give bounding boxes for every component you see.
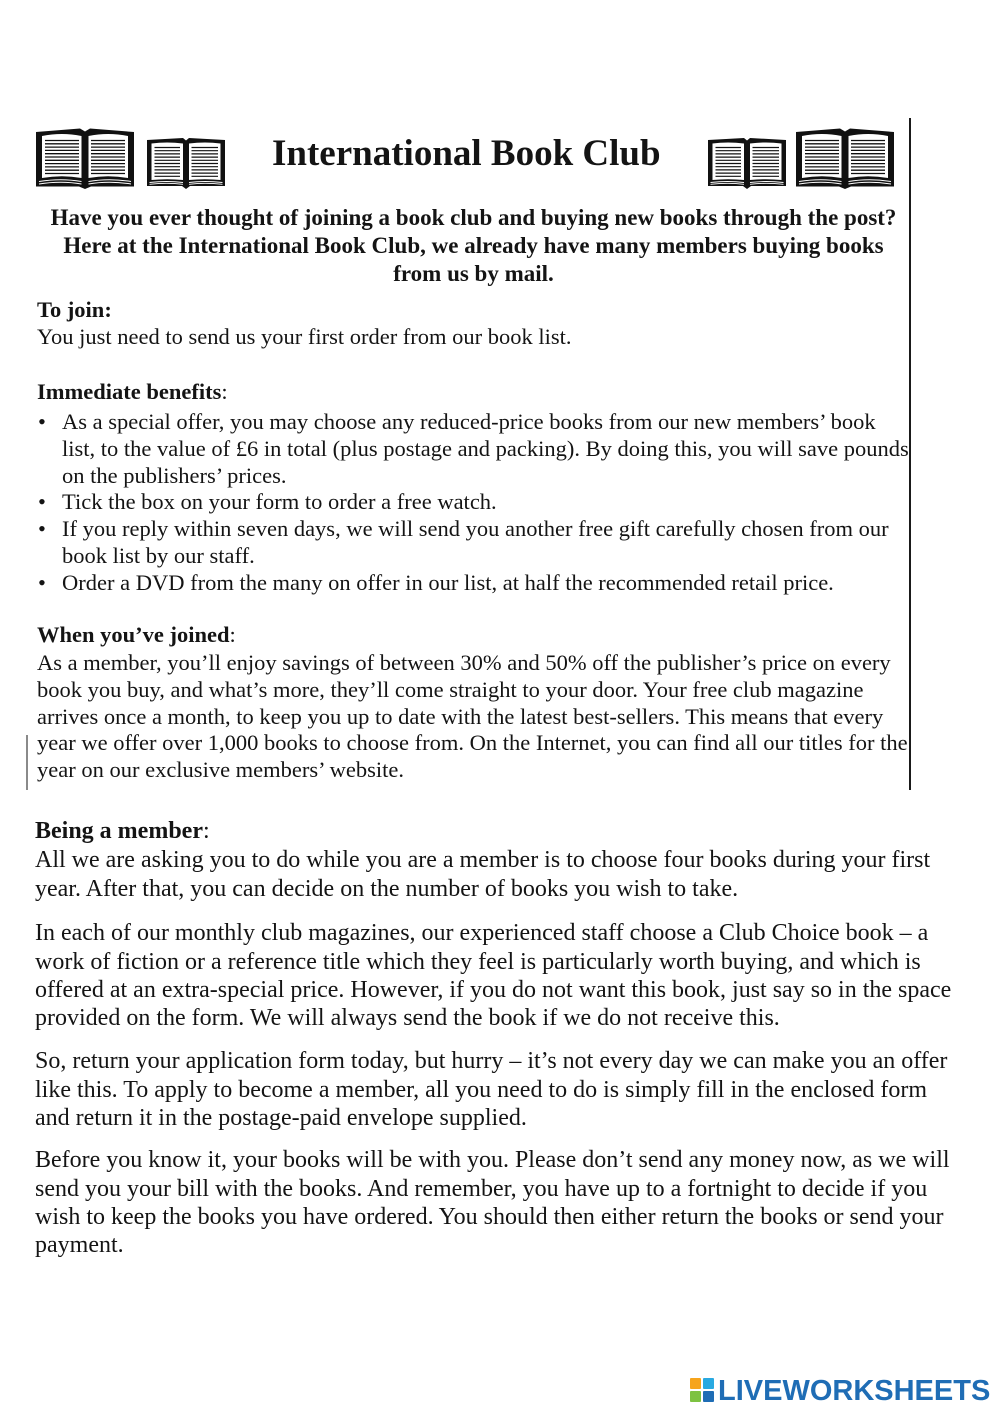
open-book-icon <box>795 123 895 189</box>
section-heading <box>37 297 937 324</box>
heading-colon: : <box>202 818 210 844</box>
body-line: and return it in the postage-paid envelope supplied. <box>35 1104 527 1131</box>
open-book-icon <box>705 135 789 189</box>
page-title: International Book Club <box>272 133 661 174</box>
body-line: You just need to send us your first order from our book list. <box>37 323 572 349</box>
heading-label: Being a member <box>35 818 203 844</box>
body-line: year. After that, you can decide on the number of books you wish to take. <box>35 875 739 902</box>
list-item-line: list, to the value of £6 in total (plus postage and packing). By doing this, you will save pounds <box>62 435 909 461</box>
section-heading <box>35 817 990 845</box>
paragraph <box>35 919 990 1032</box>
logo-tile <box>703 1391 714 1402</box>
liveworksheets-logo-text: LIVEWORKSHEETS <box>718 1375 991 1407</box>
paragraph <box>35 846 990 903</box>
intro-paragraph <box>37 204 910 288</box>
body-line: So, return your application form today, but hurry – it’s not every day we can make you an offer <box>35 1048 948 1075</box>
paragraph-when-joined <box>37 650 937 784</box>
open-book-icon <box>145 135 227 189</box>
list-item <box>37 516 937 570</box>
body-line: work of fiction or a reference title which they feel is particularly worth buying, and which is <box>35 948 921 975</box>
body-line: like this. To apply to become a member, all you need to do is simply fill in the enclosed form <box>35 1076 928 1103</box>
body-line: As a member, you’ll enjoy savings of between 30% and 50% off the publisher’s price on every <box>37 650 891 675</box>
heading-colon: : <box>221 379 228 404</box>
body-line: Before you know it, your books will be with you. Please don’t send any money now, as we will <box>35 1147 950 1174</box>
heading-colon: : <box>229 622 236 647</box>
logo-tile <box>690 1391 701 1402</box>
list-item-line: If you reply within seven days, we will send you another free gift carefully chosen from our <box>62 516 889 542</box>
body-line: year we offer over 1,000 books to choose from. On the Internet, you can find all our titles for the <box>37 730 908 756</box>
body-line: wish to keep the books you have ordered. You should then either return the books or send your <box>35 1203 944 1230</box>
list-item <box>37 409 937 489</box>
bullet-icon: • <box>38 409 46 434</box>
list-item-line: As a special offer, you may choose any reduced-price books from our new members’ book <box>62 409 876 434</box>
paragraph <box>35 1047 990 1132</box>
open-book-icon <box>35 123 135 189</box>
intro-line: Have you ever thought of joining a book club and buying new books through the post? <box>50 204 897 230</box>
logo-tile <box>690 1378 701 1389</box>
list-item-line: on the publishers’ prices. <box>62 462 287 488</box>
list-item <box>37 570 937 597</box>
body-line: payment. <box>35 1232 124 1259</box>
section-heading <box>37 622 937 649</box>
heading-label: When you’ve joined <box>37 622 230 647</box>
logo-tile <box>703 1378 714 1389</box>
section-heading <box>37 379 937 406</box>
heading-label: Immediate benefits <box>37 379 222 404</box>
bullet-icon: • <box>38 516 46 542</box>
heading-colon: : <box>104 297 112 322</box>
list-item-line: Tick the box on your form to order a free watch. <box>62 489 497 515</box>
list-item <box>37 489 937 516</box>
intro-line: Here at the International Book Club, we already have many members buying books <box>63 232 884 258</box>
section-heading-when-joined <box>37 622 937 649</box>
body-line: All we are asking you to do while you are a member is to choose four books during your first <box>35 847 931 874</box>
body-line: book you buy, and what’s more, they’ll come straight to your door. Your free club magazine <box>37 676 864 702</box>
body-line: provided on the form. We will always send the book if we do not receive this. <box>35 1005 780 1032</box>
bullet-icon: • <box>38 489 46 515</box>
paragraph <box>35 1146 990 1259</box>
intro-line: from us by mail. <box>393 260 554 286</box>
body-line: send you your bill with the books. And remember, you have up to a fortnight to decide if you <box>35 1175 928 1202</box>
body-line: arrives once a month, to keep you up to date with the latest best-sellers. This means that every <box>37 703 884 729</box>
body-line: offered at an extra-special price. However, if you do not want this book, just say so in the space <box>35 976 952 1003</box>
section-heading-being-member <box>35 817 990 845</box>
benefits-list <box>37 409 937 597</box>
body-line: In each of our monthly club magazines, our experienced staff choose a Club Choice book – a <box>35 920 929 947</box>
list-item-line: Order a DVD from the many on offer in our list, at half the recommended retail price. <box>62 569 834 595</box>
liveworksheets-logo-icon <box>690 1378 714 1402</box>
section-to-join <box>37 297 937 351</box>
section-heading-immediate-benefits <box>37 379 937 406</box>
bullet-icon: • <box>38 569 46 595</box>
heading-label: To join <box>37 297 105 322</box>
body-line: year on our exclusive members’ website. <box>37 757 404 783</box>
scan-edge-line <box>26 735 28 790</box>
list-item-line: book list by our staff. <box>62 542 255 568</box>
